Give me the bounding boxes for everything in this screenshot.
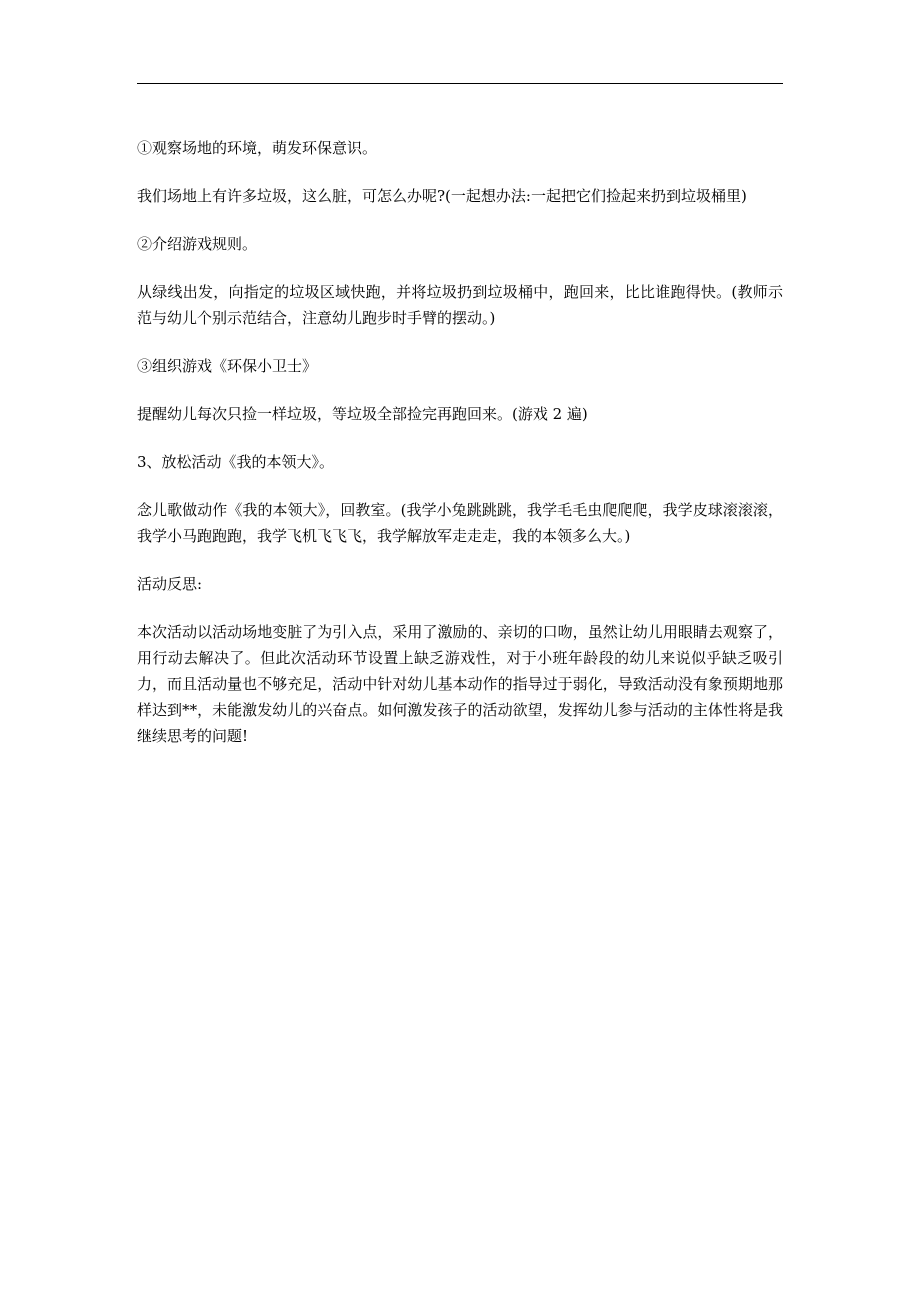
document-body (137, 135, 783, 771)
step-observe-text: 我们场地上有许多垃圾，这么脏，可怎么办呢?(一起想办法:一起把它们捡起来扔到垃圾桶里) (137, 187, 747, 205)
reflection-heading: 活动反思: (137, 575, 203, 593)
relax-activity-heading: 3、放松活动《我的本领大》。 (137, 453, 335, 471)
step-rules-text: 从绿线出发，向指定的垃圾区域快跑，并将垃圾扔到垃圾桶中，跑回来，比比谁跑得快。(教师示范与幼儿个别示范结合，注意幼儿跑步时手臂的摆动。) (137, 283, 783, 327)
step-observe-heading: ①观察场地的环境，萌发环保意识。 (137, 139, 378, 157)
reflection-text: 本次活动以活动场地变脏了为引入点，采用了激励的、亲切的口吻，虽然让幼儿用眼睛去观察了，用行动去解决了。但此次活动环节设置上缺乏游戏性，对于小班年龄段的幼儿来说似乎缺乏吸引力，而且活动量也不够充足，活动中针对幼儿基本动作的指导过于弱化，导致活动没有象预期地那样达到**，未能激发幼儿的兴奋点。如何激发孩子的活动欲望，发挥幼儿参与活动的主体性将是我继续思考的问题! (137, 623, 783, 745)
step-game-text: 提醒幼儿每次只捡一样垃圾，等垃圾全部捡完再跑回来。(游戏 2 遍) (137, 405, 588, 423)
header-rule (137, 83, 783, 84)
step-rules-heading: ②介绍游戏规则。 (137, 235, 258, 253)
step-game-heading: ③组织游戏《环保小卫士》 (137, 357, 318, 375)
relax-activity-text: 念儿歌做动作《我的本领大》，回教室。(我学小兔跳跳跳，我学毛毛虫爬爬爬，我学皮球滚滚滚，我学小马跑跑跑，我学飞机飞飞飞，我学解放军走走走，我的本领多么大。) (137, 501, 783, 545)
